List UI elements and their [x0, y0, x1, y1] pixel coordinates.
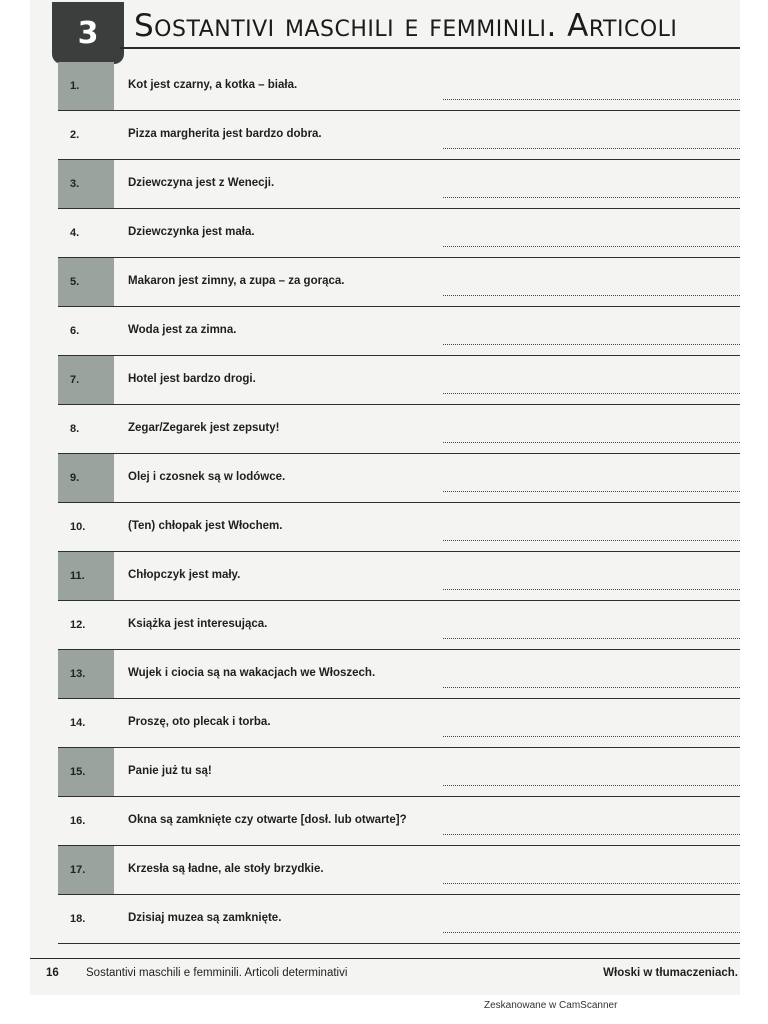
answer-line — [443, 147, 740, 149]
answer-line — [443, 637, 740, 639]
sentence-text: Książka jest interesująca. — [128, 618, 268, 631]
sentence-text: Pizza margherita jest bardzo dobra. — [128, 128, 322, 141]
answer-line — [443, 245, 740, 247]
sentence-text: Krzesła są ładne, ale stoły brzydkie. — [128, 863, 324, 876]
scanner-watermark: Zeskanowane w CamScanner — [484, 1000, 618, 1011]
answer-line — [443, 98, 740, 100]
exercise-row — [58, 111, 740, 160]
page-number: 16 — [46, 967, 59, 979]
sentence-text: Proszę, oto plecak i torba. — [128, 716, 271, 729]
sentence-text: Woda jest za zimna. — [128, 324, 237, 337]
title-rule — [120, 47, 740, 49]
answer-line — [443, 931, 740, 933]
exercise-row — [58, 62, 740, 111]
row-number: 1. — [58, 62, 114, 110]
row-number: 9. — [58, 454, 114, 502]
footer-book-title: Włoski w tłumaczeniach. — [603, 967, 738, 979]
sentence-text: Dzisiaj muzea są zamknięte. — [128, 912, 282, 925]
exercise-row — [58, 356, 740, 405]
answer-line — [443, 882, 740, 884]
exercise-row — [58, 846, 740, 895]
row-number: 6. — [70, 325, 80, 337]
exercise-row — [58, 650, 740, 699]
exercise-row — [58, 601, 740, 650]
sentence-text: Kot jest czarny, a kotka – biała. — [128, 79, 298, 92]
answer-line — [443, 196, 740, 198]
chapter-number-badge: 3 — [52, 2, 124, 64]
answer-line — [443, 686, 740, 688]
sentence-text: Chłopczyk jest mały. — [128, 569, 241, 582]
answer-line — [443, 343, 740, 345]
exercise-row — [58, 307, 740, 356]
exercise-row — [58, 797, 740, 846]
sentence-text: Olej i czosnek są w lodówce. — [128, 471, 286, 484]
exercise-table — [58, 62, 740, 944]
sentence-text: Hotel jest bardzo drogi. — [128, 373, 256, 386]
row-number: 5. — [58, 258, 114, 306]
exercise-row — [58, 748, 740, 797]
row-number: 13. — [58, 650, 114, 698]
exercise-row — [58, 209, 740, 258]
chapter-title: Sostantivi maschili e femminili. Articoli — [134, 8, 678, 44]
row-number: 7. — [58, 356, 114, 404]
row-number: 2. — [70, 129, 80, 141]
row-number: 8. — [70, 423, 80, 435]
answer-line — [443, 735, 740, 737]
row-number: 3. — [58, 160, 114, 208]
exercise-row — [58, 895, 740, 944]
row-number: 12. — [70, 619, 86, 631]
row-number: 16. — [70, 815, 86, 827]
answer-line — [443, 441, 740, 443]
row-number: 14. — [70, 717, 86, 729]
row-number: 4. — [70, 227, 80, 239]
exercise-row — [58, 160, 740, 209]
answer-line — [443, 784, 740, 786]
answer-line — [443, 588, 740, 590]
answer-line — [443, 392, 740, 394]
row-number: 11. — [58, 552, 114, 600]
answer-line — [443, 490, 740, 492]
answer-line — [443, 539, 740, 541]
sentence-text: Makaron jest zimny, a zupa – za gorąca. — [128, 275, 345, 288]
exercise-row — [58, 552, 740, 601]
exercise-row — [58, 405, 740, 454]
row-number: 10. — [70, 521, 86, 533]
row-number: 18. — [70, 913, 86, 925]
row-number: 15. — [58, 748, 114, 796]
sentence-text: Dziewczynka jest mała. — [128, 226, 255, 239]
row-number: 17. — [58, 846, 114, 894]
exercise-row — [58, 258, 740, 307]
footer-section-title: Sostantivi maschili e femminili. Articoli determinativi — [86, 967, 348, 979]
answer-line — [443, 833, 740, 835]
exercise-row — [58, 454, 740, 503]
sentence-text: Zegar/Zegarek jest zepsuty! — [128, 422, 280, 435]
sentence-text: Okna są zamknięte czy otwarte [dosł. lub otwarte]? — [128, 814, 407, 827]
exercise-row — [58, 503, 740, 552]
sentence-text: (Ten) chłopak jest Włochem. — [128, 520, 283, 533]
page-footer — [30, 958, 740, 987]
sentence-text: Dziewczyna jest z Wenecji. — [128, 177, 275, 190]
exercise-row — [58, 699, 740, 748]
sentence-text: Wujek i ciocia są na wakacjach we Włoszech. — [128, 667, 376, 680]
answer-line — [443, 294, 740, 296]
sentence-text: Panie już tu są! — [128, 765, 212, 778]
